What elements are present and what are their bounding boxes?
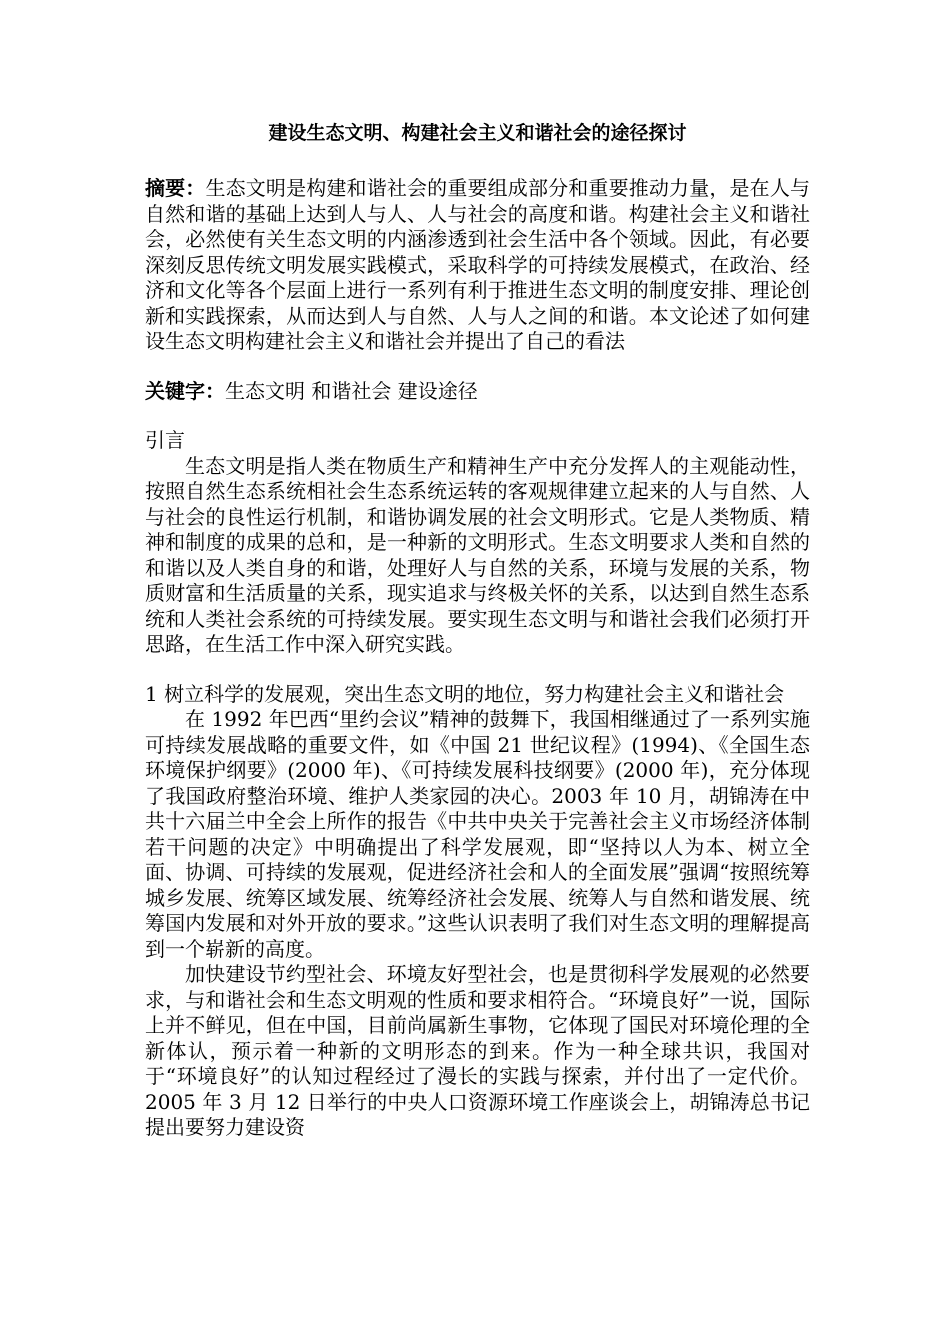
abstract-paragraph bbox=[145, 176, 810, 355]
intro-paragraph: 生态文明是指人类在物质生产和精神生产中充分发挥人的主观能动性，按照自然生态系统相社会生态系统运转的客观规律建立起来的人与自然、人与社会的良性运行机制，和谐协调发展的社会文明形式。它是人类物质、精神和制度的成果的总和，是一种新的文明形式。生态文明要求人类和自然的和谐以及人类自身的和谐，处理好人与自然的关系，环境与发展的关系，物质财富和生活质量的关系，现实追求与终极关怀的关系，以达到自然生态系统和人类社会系统的可持续发展。要实现生态文明与和谐社会我们必须打开思路，在生活工作中深入研究实践。 bbox=[145, 453, 810, 656]
intro-heading: 引言 bbox=[145, 428, 185, 452]
abstract-label: 摘要： bbox=[145, 176, 206, 200]
document-title: 建设生态文明、构建社会主义和谐社会的途径探讨 bbox=[268, 122, 687, 144]
keywords-paragraph bbox=[145, 379, 810, 405]
section1-paragraph-1: 在 1992 年巴西“里约会议”精神的鼓舞下，我国相继通过了一系列实施可持续发展战略的重要文件，如《中国 21 世纪议程》(1994)、《全国生态环境保护纲要》(2000 年)、《可持续发展科技纲要》(2000 年)，充分体现了我国政府整治环境、维护人类家园的决心。2003 年 10 月，胡锦涛在中共十六届兰中全会上所作的报告《中共中央关于完善社会主义市场经济体制若干问题的决定》中明确提出了科学发展观，即“坚持以人为本、树立全面、协调、可持续的发展观，促进经济社会和人的全面发展”强调“按照统筹城乡发展、统筹区域发展、统筹经济社会发展、统筹人与自然和谐发展、统筹国内发展和对外开放的要求。”这些认识表明了我们对生态文明的理解提高到一个崭新的高度。 bbox=[145, 707, 810, 961]
section1-paragraph-2: 加快建设节约型社会、环境友好型社会，也是贯彻科学发展观的必然要求，与和谐社会和生态文明观的性质和要求相符合。“环境良好”一说，国际上并不鲜见，但在中国，目前尚属新生事物，它体现了国民对环境伦理的全新体认，预示着一种新的文明形态的到来。作为一种全球共识，我国对于“环境良好”的认知过程经过了漫长的实践与探索，并付出了一定代价。2005 年 3 月 12 日举行的中央人口资源环境工作座谈会上，胡锦涛总书记提出要努力建设资 bbox=[145, 962, 810, 1139]
keywords-label: 关键字： bbox=[145, 378, 225, 403]
document-page bbox=[145, 118, 810, 1141]
section1-heading: 1 树立科学的发展观，突出生态文明的地位，努力构建社会主义和谐社会 bbox=[145, 681, 785, 706]
keywords-text: 生态文明 和谐社会 建设途径 bbox=[225, 378, 478, 403]
abstract-text: 生态文明是构建和谐社会的重要组成部分和重要推动力量，是在人与自然和谐的基础上达到人与人、人与社会的高度和谐。构建社会主义和谐社会，必然使有关生态文明的内涵渗透到社会生活中各个领域。因此，有必要深刻反思传统文明发展实践模式，采取科学的可持续发展模式，在政治、经济和文化等各个层面上进行一系列有利于推进生态文明的制度安排、理论创新和实践探索，从而达到人与自然、人与人之间的和谐。本文论述了如何建设生态文明构建社会主义和谐社会并提出了自己的看法 bbox=[145, 176, 810, 353]
